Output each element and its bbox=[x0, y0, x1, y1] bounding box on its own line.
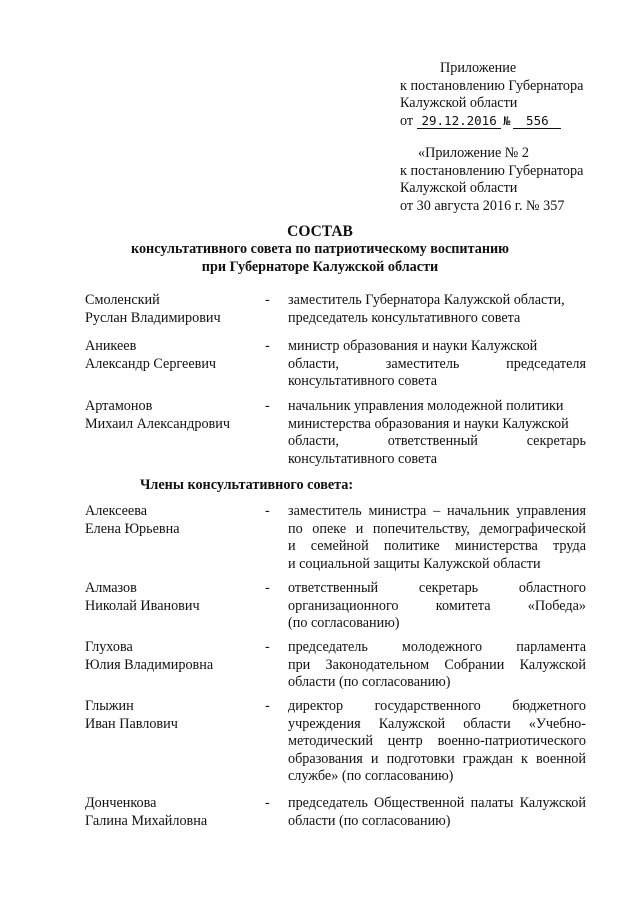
member-given-names: Галина Михайловна bbox=[85, 812, 208, 829]
position-line: начальник управления молодежной политики bbox=[288, 398, 564, 414]
position-line: министерства образования и науки Калужской bbox=[288, 415, 569, 432]
position-line: области, заместитель председателя bbox=[288, 355, 586, 372]
member-name bbox=[85, 292, 255, 327]
position-line: заместитель Губернатора Калужской области, bbox=[288, 292, 565, 308]
document-title bbox=[0, 222, 640, 276]
position-line: по опеке и попечительству, демографической bbox=[288, 520, 586, 537]
member-name bbox=[85, 398, 255, 433]
appendix-current bbox=[400, 60, 583, 130]
member-name bbox=[85, 338, 255, 373]
member-surname: Алмазов bbox=[85, 580, 137, 596]
position-line: организационного комитета «Победа» bbox=[288, 597, 586, 614]
member-dash: - bbox=[265, 698, 270, 714]
member-name bbox=[85, 639, 255, 674]
decree-number: 556 bbox=[513, 113, 561, 129]
member-given-names: Юлия Владимировна bbox=[85, 656, 214, 673]
position-line: министр образования и науки Калужской bbox=[288, 338, 538, 354]
member-name bbox=[85, 795, 255, 830]
number-sign: № bbox=[503, 113, 511, 128]
member-given-names: Николай Иванович bbox=[85, 597, 200, 614]
member-given-names: Руслан Владимирович bbox=[85, 309, 221, 326]
appendix-date-line bbox=[400, 113, 583, 131]
position-line: методический центр военно-патриотического bbox=[288, 733, 586, 749]
position-line: консультативного совета bbox=[288, 450, 438, 467]
member-dash: - bbox=[265, 338, 270, 354]
member-surname: Смоленский bbox=[85, 292, 160, 308]
member-given-names: Михаил Александрович bbox=[85, 415, 230, 432]
position-line: учреждения Калужской области «Учебно- bbox=[288, 715, 586, 732]
position-line: консультативного совета bbox=[288, 373, 438, 389]
member-given-names: Иван Павлович bbox=[85, 715, 178, 732]
member-surname: Алексеева bbox=[85, 503, 148, 519]
member-dash: - bbox=[265, 503, 270, 519]
member-position bbox=[288, 580, 586, 633]
position-line: службе» (по согласованию) bbox=[288, 768, 454, 784]
appendix-label: Приложение bbox=[440, 60, 517, 76]
position-line: председатель консультативного совета bbox=[288, 309, 521, 326]
member-position bbox=[288, 503, 586, 573]
position-line: ответственный секретарь областного bbox=[288, 580, 586, 596]
member-position bbox=[288, 398, 586, 468]
position-line: области (по согласованию) bbox=[288, 674, 451, 690]
member-name bbox=[85, 503, 255, 538]
appendix-original bbox=[400, 145, 583, 215]
position-line: председатель молодежного парламента bbox=[288, 639, 586, 655]
position-line: при Законодательном Собрании Калужской bbox=[288, 656, 586, 673]
member-dash: - bbox=[265, 639, 270, 655]
member-position bbox=[288, 698, 586, 786]
member-name bbox=[85, 580, 255, 615]
appendix2-region: Калужской области bbox=[400, 180, 518, 196]
members-heading: Члены консультативного совета: bbox=[140, 477, 354, 493]
title-main: СОСТАВ bbox=[287, 223, 353, 240]
date-prefix: от bbox=[400, 112, 414, 129]
position-line: области, ответственный секретарь bbox=[288, 433, 586, 449]
member-given-names: Александр Сергеевич bbox=[85, 355, 217, 372]
position-line: и семейной политике министерства труда bbox=[288, 538, 586, 554]
position-line: (по согласованию) bbox=[288, 615, 400, 631]
appendix-decree: к постановлению Губернатора bbox=[400, 77, 584, 94]
appendix-region: Калужской области bbox=[400, 95, 518, 111]
member-dash: - bbox=[265, 580, 270, 596]
position-line: и социальной защиты Калужской области bbox=[288, 555, 541, 572]
member-dash: - bbox=[265, 292, 270, 308]
member-surname: Донченкова bbox=[85, 795, 157, 811]
appendix2-label: «Приложение № 2 bbox=[418, 145, 529, 161]
member-position bbox=[288, 639, 586, 692]
member-surname: Глухова bbox=[85, 639, 133, 655]
member-given-names: Елена Юрьевна bbox=[85, 520, 180, 537]
position-line: области (по согласованию) bbox=[288, 812, 451, 829]
member-surname: Аникеев bbox=[85, 338, 137, 354]
position-line: заместитель министра – начальник управления bbox=[288, 503, 586, 519]
member-surname: Глыжин bbox=[85, 698, 134, 714]
position-line: образования и подготовки граждан к военной bbox=[288, 750, 586, 767]
member-dash: - bbox=[265, 795, 270, 811]
member-position bbox=[288, 338, 586, 391]
position-line: директор государственного бюджетного bbox=[288, 698, 586, 714]
member-surname: Артамонов bbox=[85, 398, 153, 414]
title-subtitle: консультативного совета по патриотическому воспитанию bbox=[130, 241, 510, 257]
position-line: председатель Общественной палаты Калужской bbox=[288, 795, 586, 811]
member-position bbox=[288, 795, 586, 830]
appendix2-date: от 30 августа 2016 г. № 357 bbox=[400, 197, 565, 214]
member-position bbox=[288, 292, 586, 327]
title-subtitle-2: при Губернаторе Калужской области bbox=[201, 258, 439, 275]
appendix2-decree: к постановлению Губернатора bbox=[400, 162, 584, 179]
member-name bbox=[85, 698, 255, 733]
decree-date: 29.12.2016 bbox=[417, 113, 501, 129]
member-dash: - bbox=[265, 398, 270, 414]
